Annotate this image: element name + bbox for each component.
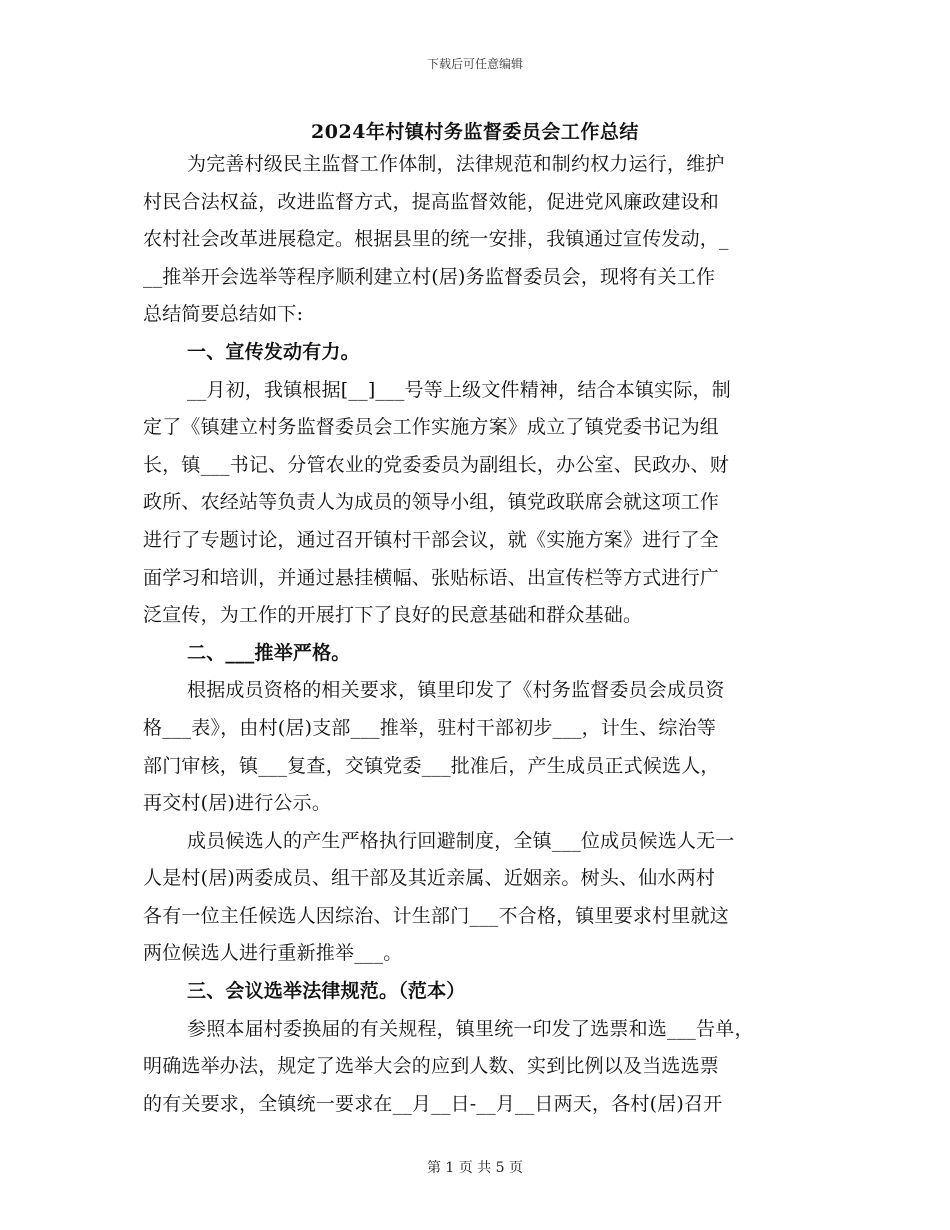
document-body <box>143 146 833 1123</box>
paragraph-line: 两位候选人进行重新推举___。 <box>143 942 403 965</box>
paragraph-line: 长，镇___书记、分管农业的党委委员为副组长，办公室、民政办、财 <box>143 453 729 476</box>
section-heading: 一、宣传发动有力。 <box>187 340 360 363</box>
paragraph-line: 再交村(居)进行公示。 <box>143 792 332 815</box>
paragraph-line: 面学习和培训，并通过悬挂横幅、张贴标语、出宣传栏等方式进行广 <box>143 566 720 589</box>
paragraph-line: 为完善村级民主监督工作体制，法律规范和制约权力运行，维护 <box>187 153 725 175</box>
paragraph-line: 部门审核，镇___复查，交镇党委___批准后，产生成员正式候选人， <box>143 754 720 777</box>
paragraph-line: 根据成员资格的相关要求，镇里印发了《村务监督委员会成员资 <box>187 679 725 702</box>
paragraph-line: 村民合法权益，改进监督方式，提高监督效能，促进党风廉政建设和 <box>143 190 720 213</box>
paragraph-line: 泛宣传，为工作的开展打下了良好的民意基础和群众基础。 <box>143 604 643 627</box>
section-heading: 二、___推举严格。 <box>187 641 351 664</box>
paragraph-line: __推举开会选举等程序顺利建立村(居)务监督委员会，现将有关工作 <box>143 265 716 288</box>
page-number: 第 1 页 共 5 页 <box>426 1160 524 1176</box>
section-heading: 三、会议选举法律规范。（范本） <box>187 980 466 1003</box>
paragraph-line: 政所、农经站等负责人为成员的领导小组，镇党政联席会就这项工作 <box>143 491 720 514</box>
paragraph-line: 人是村(居)两委成员、组干部及其近亲属、近姻亲。树头、仙水两村 <box>143 867 716 890</box>
document-title: 2024年村镇村务监督委员会工作总结 <box>311 121 639 143</box>
paragraph-line: 农村社会改革进展稳定。根据县里的统一安排，我镇通过宣传发动，_ <box>143 228 729 251</box>
paragraph-line: 明确选举办法，规定了选举大会的应到人数、实到比例以及当选选票 <box>143 1055 720 1078</box>
paragraph-line: 的有关要求，全镇统一要求在__月__日-__月__日两天，各村(居)召开 <box>143 1092 723 1115</box>
paragraph-line: __月初，我镇根据[__]___号等上级文件精神，结合本镇实际，制 <box>187 378 731 401</box>
header-note: 下载后可任意编辑 <box>426 57 523 71</box>
paragraph-line: 成员候选人的产生严格执行回避制度，全镇___位成员候选人无一 <box>187 829 735 852</box>
paragraph-line: 进行了专题讨论，通过召开镇村干部会议，就《实施方案》进行了全 <box>143 528 720 551</box>
paragraph-line: 总结简要总结如下: <box>143 303 304 326</box>
paragraph-line: 参照本届村委换届的有关规程，镇里统一印发了选票和选___告单， <box>187 1017 754 1040</box>
paragraph-line: 格___表》，由村(居)支部___推举，驻村干部初步___，计生、综治等 <box>143 716 717 739</box>
paragraph-line: 定了《镇建立村务监督委员会工作实施方案》成立了镇党委书记为组 <box>143 416 720 439</box>
paragraph-line: 各有一位主任候选人因综治、计生部门___不合格，镇里要求村里就这 <box>143 904 729 927</box>
